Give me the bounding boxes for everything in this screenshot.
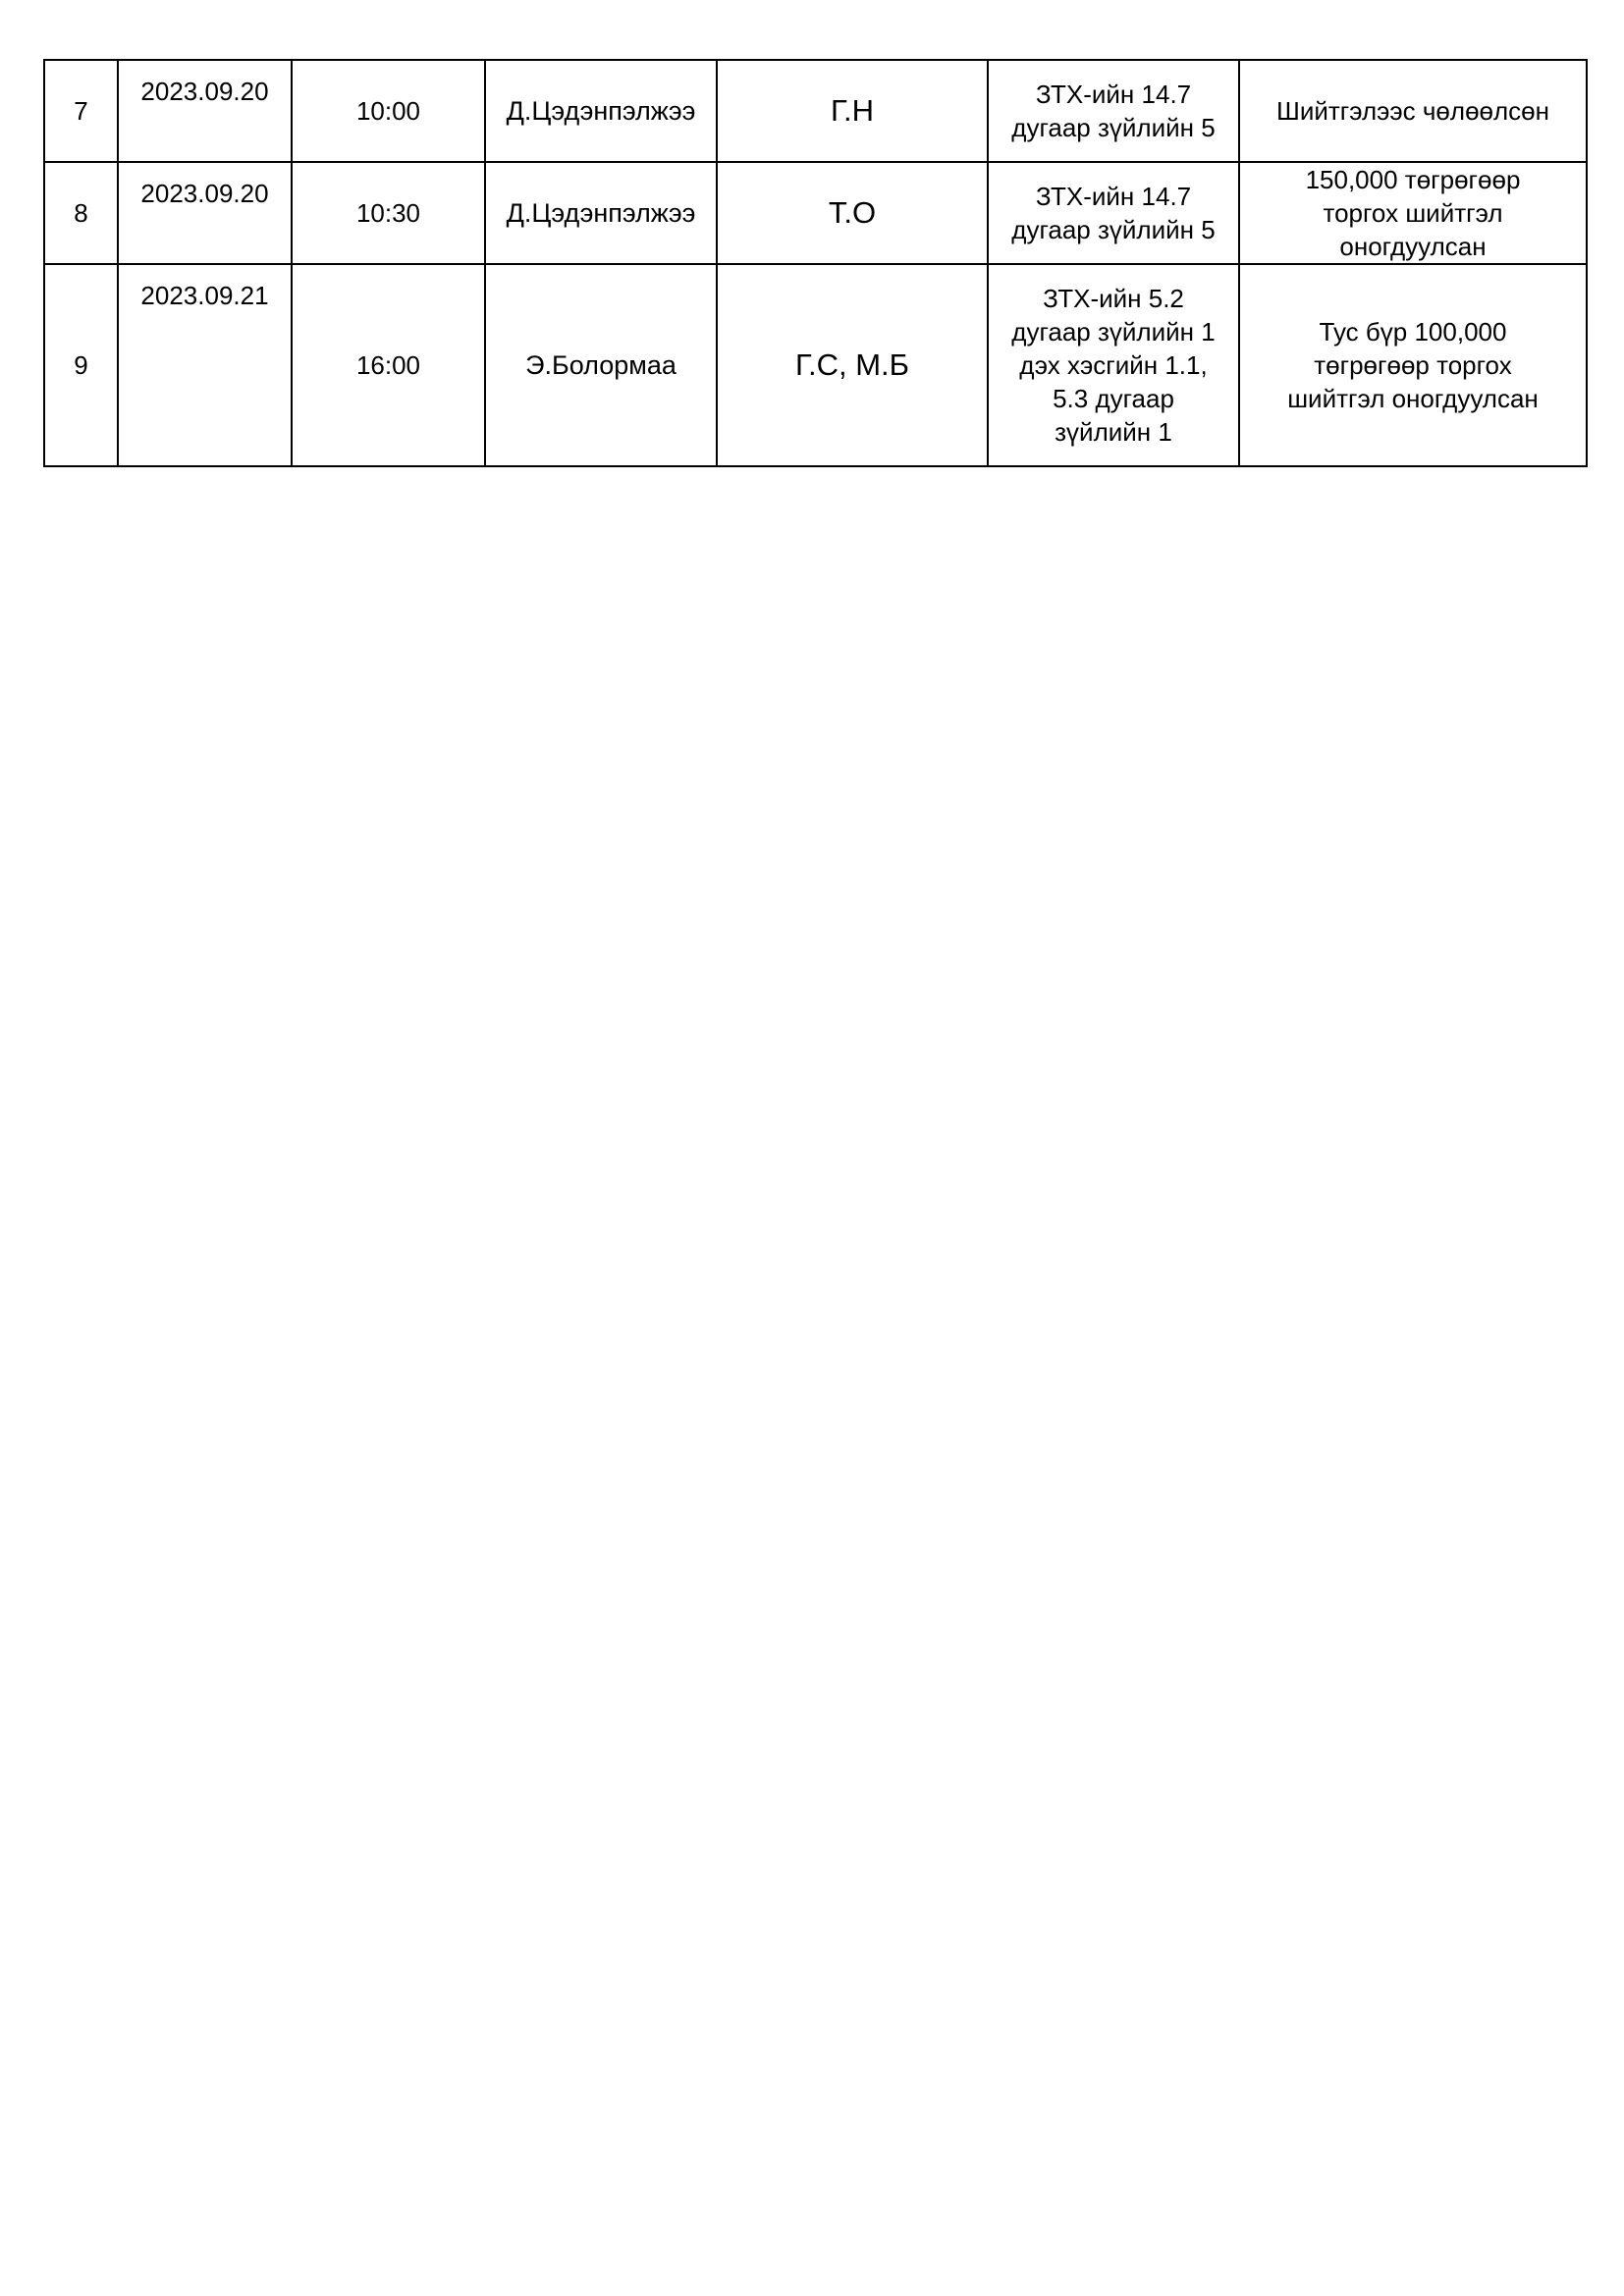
records-table xyxy=(43,59,1588,467)
decision-cell: Шийтгэлээс чөлөөлсөн xyxy=(1239,60,1587,162)
date-cell: 2023.09.20 xyxy=(118,162,292,264)
name-cell: Д.Цэдэнпэлжээ xyxy=(485,162,717,264)
decision-cell: 150,000 төгрөгөөр торгох шийтгэл оногдуулсан xyxy=(1239,162,1587,264)
name-cell: Д.Цэдэнпэлжээ xyxy=(485,60,717,162)
table-row xyxy=(44,264,1587,466)
date-cell: 2023.09.20 xyxy=(118,60,292,162)
table-row xyxy=(44,162,1587,264)
article-cell: ЗТХ-ийн 14.7 дугаар зүйлийн 5 xyxy=(988,162,1239,264)
article-cell: ЗТХ-ийн 14.7 дугаар зүйлийн 5 xyxy=(988,60,1239,162)
row-number: 9 xyxy=(44,264,118,466)
article-cell: ЗТХ-ийн 5.2 дугаар зүйлийн 1 дэх хэсгийн 1.1, 5.3 дугаар зүйлийн 1 xyxy=(988,264,1239,466)
time-cell: 16:00 xyxy=(292,264,485,466)
time-cell: 10:30 xyxy=(292,162,485,264)
table-row xyxy=(44,60,1587,162)
party-cell: Г.Н xyxy=(717,60,988,162)
time-cell: 10:00 xyxy=(292,60,485,162)
decision-cell: Тус бүр 100,000 төгрөгөөр торгох шийтгэл оногдуулсан xyxy=(1239,264,1587,466)
party-cell: Т.О xyxy=(717,162,988,264)
row-number: 7 xyxy=(44,60,118,162)
row-number: 8 xyxy=(44,162,118,264)
date-cell: 2023.09.21 xyxy=(118,264,292,466)
party-cell: Г.С, М.Б xyxy=(717,264,988,466)
name-cell: Э.Болормаа xyxy=(485,264,717,466)
